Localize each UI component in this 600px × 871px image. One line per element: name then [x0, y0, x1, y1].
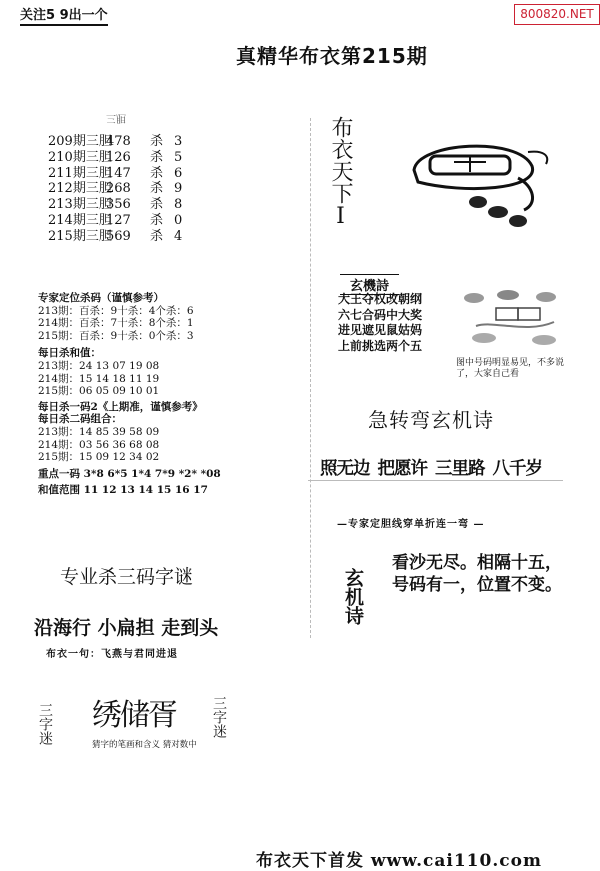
three-dan-nums: 356	[106, 197, 131, 213]
kill-riddle: 沿海行 小扁担 走到头	[34, 617, 219, 639]
phrase-4: 八千岁	[492, 459, 542, 479]
poem-line: 大王夺权改朝纲	[338, 292, 423, 306]
three-dan-period: 215期三胆	[48, 228, 112, 244]
sum-range: 和值范围 11 12 13 14 15 16 17	[38, 484, 208, 497]
three-dan-nums: 147	[106, 165, 131, 181]
three-dan-k: 0	[174, 212, 183, 228]
kill-pos-row: 214期：百杀：7十杀：8个杀：1	[38, 317, 194, 330]
three-dan-k: 3	[174, 134, 183, 149]
three-dan-k: 6	[174, 165, 183, 181]
site-badge[interactable]: 800820.NET	[514, 4, 600, 25]
three-dan-period: 209期三胆	[48, 134, 112, 149]
three-dan-kill: 杀	[150, 197, 164, 213]
three-dan-row	[48, 166, 182, 182]
column-divider	[310, 118, 311, 638]
three-dan-row	[48, 134, 182, 150]
three-dan-row	[48, 150, 182, 166]
three-dan-list	[48, 134, 182, 245]
footer-site[interactable]: 布衣天下首发 www.cai110.com	[256, 851, 542, 871]
calligraphy-image	[400, 132, 560, 232]
poem-title: 急转弯玄机诗	[368, 408, 494, 432]
phrase-line	[320, 455, 550, 480]
three-dan-k: 4	[174, 228, 183, 244]
sum-title: 每日杀和值：	[38, 347, 101, 360]
three-dan-k: 8	[174, 197, 183, 213]
three-dan-period: 213期三胆	[48, 197, 112, 213]
three-dan-nums: 126	[106, 149, 131, 165]
key-one-code: 重点一码 3*8 6*5 1*4 7*9 *2* *08	[38, 467, 221, 480]
photo-caption: 图中号码明显易见，不多说了，大家自己看	[456, 358, 565, 379]
riddle-glyph: 绣储胥	[92, 698, 176, 733]
three-dan-row	[48, 181, 182, 197]
three-dan-kill: 杀	[150, 149, 164, 165]
sum-row: 215期：06 05 09 10 01	[38, 385, 160, 398]
three-dan-period: 214期三胆	[48, 212, 112, 228]
xuanji-line: 看沙无尽。相隔十五，	[392, 553, 562, 573]
three-dan-nums: 127	[106, 212, 131, 228]
divider-line	[308, 480, 563, 481]
poem-line: 上前挑选两个五	[338, 338, 423, 353]
page-title: 真精华布衣第215期	[236, 44, 428, 68]
three-dan-kill: 杀	[150, 212, 164, 228]
top-note: 关注5 9出一个	[20, 8, 108, 26]
three-dan-row	[48, 197, 182, 213]
sum-row: 214期：15 14 18 11 19	[38, 372, 160, 385]
three-dan-row	[48, 229, 182, 245]
two-code-row: 215期：15 09 12 34 02	[38, 451, 160, 464]
three-dan-nums: 569	[106, 228, 131, 244]
phrase-2: 把愿许	[377, 459, 427, 479]
one-code-title: 每日杀一码2《上期准，谨慎参考》	[38, 400, 203, 413]
xuanji-poem	[392, 552, 562, 596]
riddle-label-left: 三字迷	[37, 703, 53, 745]
riddle-label-right: 三字迷	[211, 696, 227, 738]
three-dan-heading: 三胆	[106, 112, 126, 123]
buyi-vertical-title: 布衣天下I	[328, 116, 353, 229]
puzzle-image	[460, 286, 566, 350]
three-dan-kill: 杀	[150, 165, 164, 181]
phrase-3: 三里路	[435, 459, 485, 479]
three-dan-row	[48, 213, 182, 229]
kill-pos-row: 213期：百杀：9十杀：4个杀：6	[38, 304, 194, 317]
poem-line: 进见遮见鼠姑妈	[338, 323, 423, 337]
three-dan-period: 210期三胆	[48, 149, 112, 165]
poem-box-title: 玄機詩	[340, 274, 399, 295]
kill-pos-row: 215期：百杀：9十杀：0个杀：3	[38, 329, 194, 342]
kill-riddle-title: 专业杀三码字谜	[60, 566, 194, 588]
poem-box	[338, 292, 422, 354]
xuanji-vertical-label: 玄机诗	[342, 568, 364, 625]
phrase-1: 照无边	[320, 459, 370, 479]
xuanji-line: 号码有一，位置不变。	[392, 575, 562, 595]
three-dan-k: 5	[174, 149, 183, 165]
two-code-title: 每日杀二码组合：	[38, 413, 122, 426]
two-code-row: 214期：03 56 36 68 08	[38, 438, 160, 451]
buyi-one-line: 布衣一句：飞燕与君同进退	[46, 649, 178, 660]
three-dan-kill: 杀	[150, 228, 164, 244]
three-dan-kill: 杀	[150, 181, 164, 197]
kill-pos-title: 专家定位杀码（谨慎参考）	[38, 292, 164, 304]
kill-code-block	[38, 292, 221, 497]
sum-row: 213期：24 13 07 19 08	[38, 359, 160, 372]
riddle-note: 猜字的笔画和含义 猜对数中	[92, 740, 197, 750]
three-dan-nums: 268	[106, 181, 131, 197]
three-dan-nums: 478	[106, 134, 131, 149]
three-dan-period: 212期三胆	[48, 181, 112, 197]
three-dan-k: 9	[174, 181, 183, 197]
poem-line: 六七合码中大奖	[338, 307, 423, 322]
expert-line: —专家定胆线穿单折连一弯 —	[337, 519, 485, 530]
three-dan-kill: 杀	[150, 134, 164, 149]
three-dan-period: 211期三胆	[48, 165, 112, 181]
two-code-row: 213期：14 85 39 58 09	[38, 425, 160, 438]
